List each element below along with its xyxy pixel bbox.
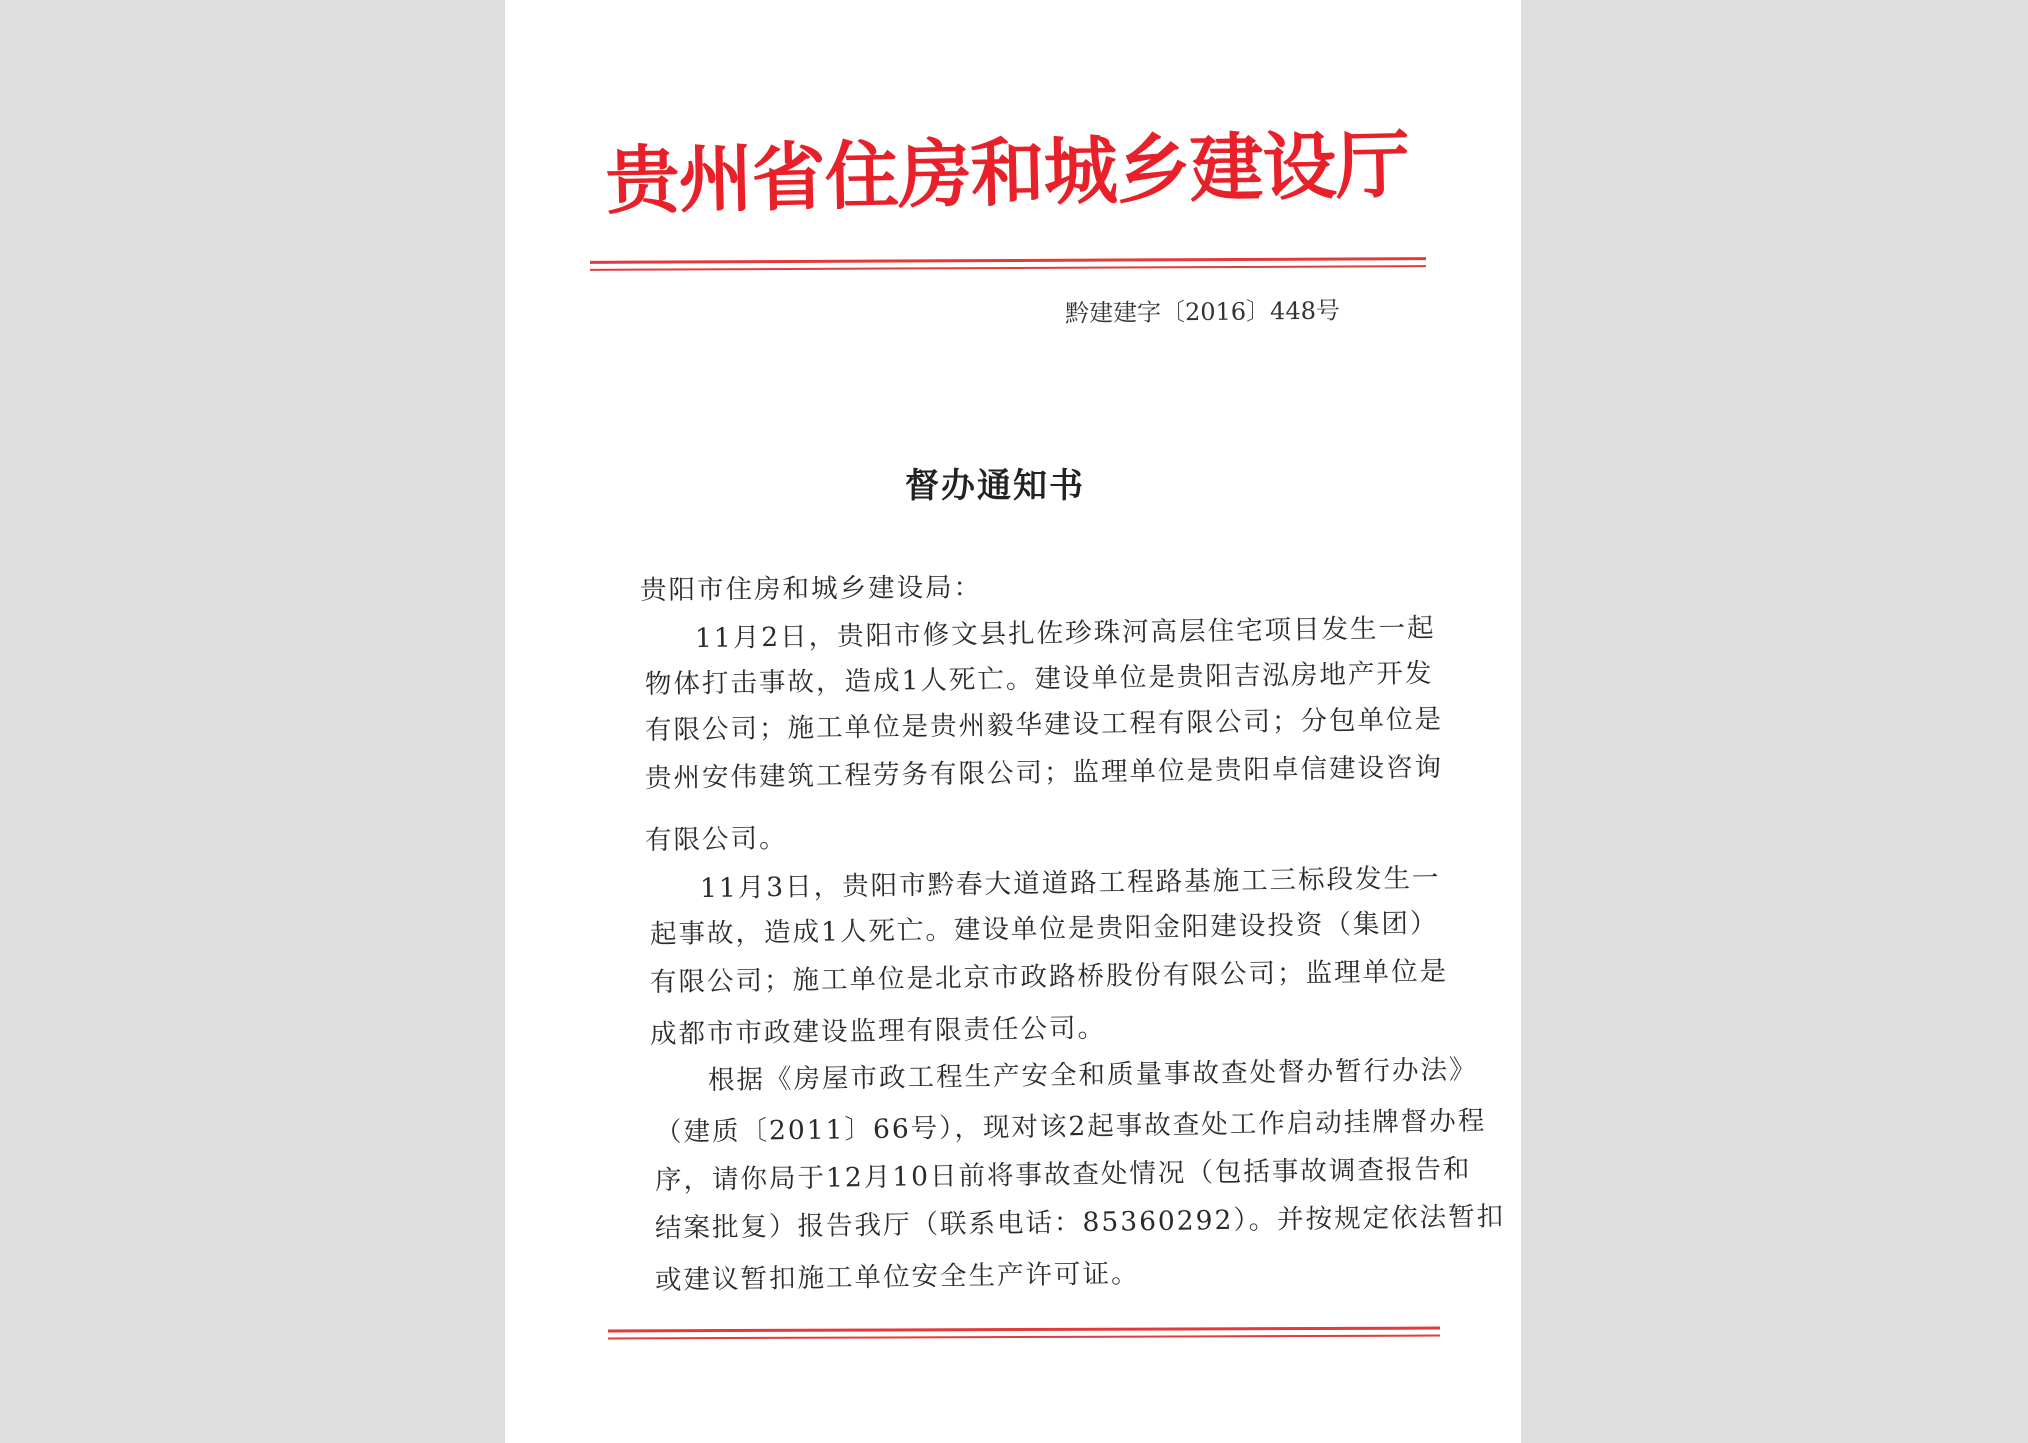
body-line: 11月2日，贵阳市修文县扎佐珍珠河高层住宅项目发生一起: [694, 612, 1436, 654]
body-line: 或建议暂扣施工单位安全生产许可证。: [654, 1258, 1140, 1296]
footer-rule-top: [608, 1327, 1440, 1333]
body-line: 有限公司；施工单位是北京市政路桥股份有限公司；监理单位是: [649, 955, 1449, 998]
agency-title: 贵州省住房和城乡建设厅: [604, 122, 1410, 225]
body-line: 结案批复）报告我厅（联系电话：85360292）。并按规定依法暂扣: [654, 1201, 1506, 1244]
body-line: 起事故，造成1人死亡。建设单位是贵阳金阳建设投资（集团）: [649, 907, 1439, 950]
document-number: 黔建建字〔2016〕448号: [1064, 296, 1341, 328]
header-rule-bottom: [590, 265, 1426, 271]
document-heading: 督办通知书: [905, 466, 1085, 506]
body-line: 物体打击事故，造成1人死亡。建设单位是贵阳吉泓房地产开发: [644, 657, 1434, 700]
body-line: 根据《房屋市政工程生产安全和质量事故查处督办暂行办法》: [707, 1054, 1478, 1096]
footer-rule-bottom: [608, 1335, 1440, 1340]
body-line: 有限公司；施工单位是贵州毅华建设工程有限公司；分包单位是: [644, 703, 1444, 746]
body-line: 11月3日，贵阳市黔春大道道路工程路基施工三标段发生一: [699, 862, 1441, 904]
header-rule-top: [590, 257, 1426, 264]
addressee: 贵阳市住房和城乡建设局：: [639, 572, 983, 606]
body-line: （建质〔2011〕66号），现对该2起事故查处工作启动挂牌督办程: [654, 1105, 1487, 1148]
body-line: 贵州安伟建筑工程劳务有限公司；监理单位是贵阳卓信建设咨询: [644, 751, 1444, 794]
body-line: 成都市市政建设监理有限责任公司。: [649, 1012, 1107, 1050]
body-line: 序，请你局于12月10日前将事故查处情况（包括事故调查报告和: [654, 1153, 1472, 1196]
body-line: 有限公司。: [644, 823, 788, 856]
document-page: [505, 0, 1521, 1443]
